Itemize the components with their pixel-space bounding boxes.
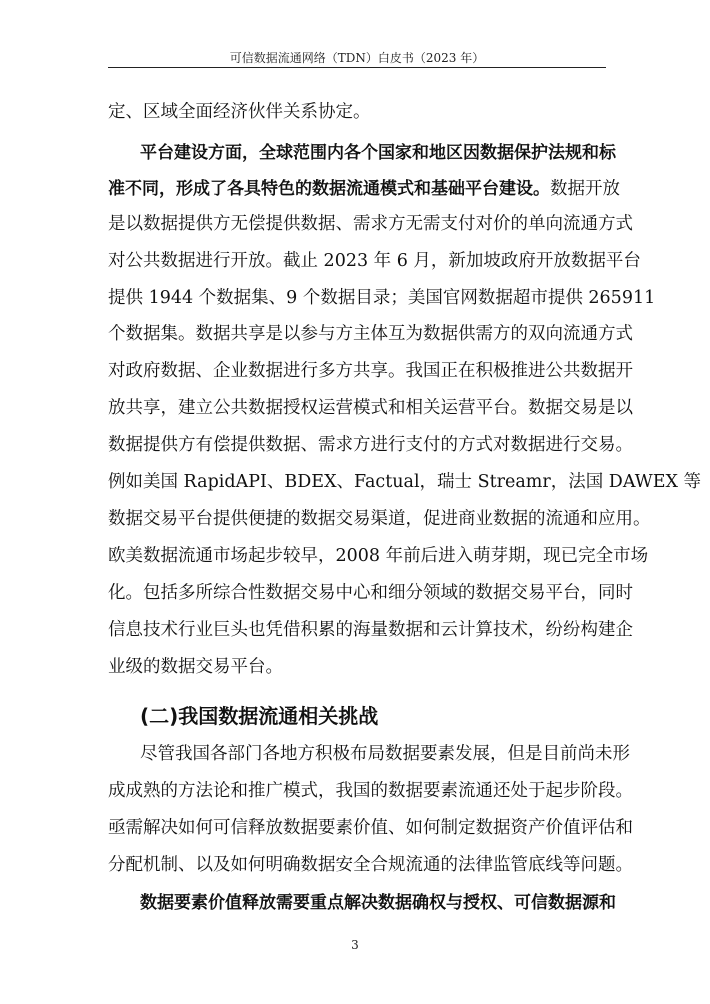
running-header: 可信数据流通网络（TDN）白皮书（2023 年） [229,51,485,65]
body-line: 放共享，建立公共数据授权运营模式和相关运营平台。数据交易是以 [108,398,633,418]
page-number: 3 [351,938,359,952]
body-line: 欧美数据流通市场起步较早，2008 年前后进入萌芽期，现已完全市场 [108,546,649,566]
section-heading: (二)我国数据流通相关挑战 [140,704,379,728]
body-line: 成成熟的方法论和推广模式，我国的数据要素流通还处于起步阶段。 [108,781,633,801]
text-run: 数据开放 [550,179,620,199]
body-line: 定、区域全面经济伙伴关系协定。 [108,102,371,122]
body-line: 亟需解决如何可信释放数据要素价值、如何制定数据资产价值评估和 [108,818,633,838]
body-line: 对公共数据进行开放。截止 2023 年 6 月，新加坡政府开放数据平台 [108,251,641,271]
bold-run: 准不同，形成了各具特色的数据流通模式和基础平台建设。 [108,179,550,199]
body-line: 化。包括多所综合性数据交易中心和细分领域的数据交易平台，同时 [108,583,633,603]
header-rule [108,67,606,68]
body-line: 提供 1944 个数据集、9 个数据目录；美国官网数据超市提供 265911 [108,288,656,308]
body-line: 数据提供方有偿提供数据、需求方进行支付的方式对数据进行交易。 [108,435,633,455]
body-line: 个数据集。数据共享是以参与方主体互为数据供需方的双向流通方式 [108,324,633,344]
body-line: 分配机制、以及如何明确数据安全合规流通的法律监管底线等问题。 [108,855,633,875]
body-line: 业级的数据交易平台。 [108,657,283,677]
body-line: 例如美国 RapidAPI、BDEX、Factual，瑞士 Streamr，法国 DAWEX 等 [108,472,702,492]
body-line [108,178,620,200]
body-line: 是以数据提供方无偿提供数据、需求方无需支付对价的单向流通方式 [108,214,633,234]
body-line-bold: 平台建设方面，全球范围内各个国家和地区因数据保护法规和标 [140,143,616,163]
body-line: 对政府数据、企业数据进行多方共享。我国正在积极推进公共数据开 [108,361,633,381]
body-line-bold: 数据要素价值释放需要重点解决数据确权与授权、可信数据源和 [140,893,616,913]
body-line: 尽管我国各部门各地方积极布局数据要素发展，但是目前尚未形 [140,744,630,764]
body-line: 数据交易平台提供便捷的数据交易渠道，促进商业数据的流通和应用。 [108,509,651,529]
body-line: 信息技术行业巨头也凭借积累的海量数据和云计算技术，纷纷构建企 [108,620,633,640]
